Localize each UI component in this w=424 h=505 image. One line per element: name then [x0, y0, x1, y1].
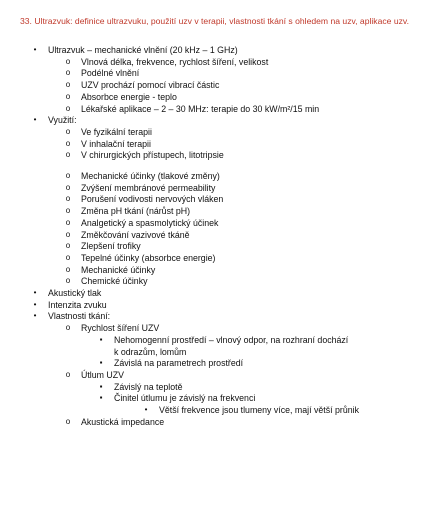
bullet-marker: o [65, 56, 71, 66]
outline-item-level-2: Porušení vodivosti nervových vláken [81, 194, 224, 205]
bullet-marker: o [65, 217, 71, 227]
bullet-marker: o [65, 103, 71, 113]
bullet-marker: o [65, 171, 71, 180]
bullet-marker: o [65, 138, 71, 148]
bullet-marker: • [144, 405, 148, 414]
bullet-marker: o [65, 68, 71, 78]
outline-item-level-2: Mechanické účinky [81, 264, 156, 275]
bullet-marker: • [33, 45, 37, 54]
outline-item-level-3: Závislá na parametrech prostředí [114, 358, 244, 369]
outline-item-level-1: Vlastnosti tkání: [48, 311, 111, 322]
outline-item-level-3: Nehomogenní prostředí – vlnový odpor, na rozhraní dochází [114, 334, 349, 345]
outline-item-level-2: Vlnová délka, frekvence, rychlost šíření, velikost [81, 56, 269, 67]
outline-item-level-1: Intenzita zvuku [48, 299, 107, 310]
outline-item-level-3: Činitel útlumu je závislý na frekvenci [114, 393, 256, 404]
outline-item-level-2: Absorbce energie - teplo [81, 91, 177, 102]
bullet-marker: • [33, 115, 37, 125]
outline-item-level-2: Ve fyzikální terapii [81, 126, 152, 137]
outline-item-level-2: Rychlost šíření UZV [81, 323, 160, 334]
outline-item-level-4: Větší frekvence jsou tlumeny více, mají větší průnik [159, 405, 359, 415]
outline-item-level-2: Zvýšení membránové permeability [81, 182, 216, 193]
outline-item-level-3: Závislý na teplotě [114, 381, 183, 392]
bullet-marker: o [65, 150, 71, 160]
bullet-marker: o [65, 126, 71, 136]
outline-item-level-2: Zlepšení trofiky [81, 241, 141, 252]
bullet-marker: ▪ [99, 358, 103, 368]
outline-item-level-2: Tepelné účinky (absorbce energie) [81, 252, 216, 263]
outline-item-level-2: Chemické účinky [81, 276, 148, 287]
bullet-marker: o [65, 323, 71, 333]
bullet-marker: o [65, 252, 71, 262]
bullet-marker: ▪ [99, 381, 103, 391]
bullet-marker: o [65, 194, 71, 204]
outline-item-level-2: Lékařské aplikace – 2 – 30 MHz: terapie do 30 kW/m²/15 min [81, 103, 320, 114]
bullet-marker: o [65, 91, 71, 101]
outline-item-level-2: Změna pH tkání (nárůst pH) [81, 206, 191, 217]
bullet-marker: o [65, 241, 71, 251]
outline-item-level-1: Využití: [48, 115, 77, 126]
outline-item-level-2: V chirurgických přístupech, litotripsie [81, 150, 224, 161]
outline-item-level-1: Ultrazvuk – mechanické vlnění (20 kHz – 1 GHz) [48, 45, 238, 55]
outline-item-level-3: k odrazům, lomům [114, 346, 187, 357]
bullet-marker: • [33, 311, 37, 321]
bullet-marker: ▪ [99, 393, 103, 403]
outline-item-level-2: Mechanické účinky (tlakové změny) [81, 171, 220, 181]
bullet-marker: • [33, 299, 37, 309]
bullet-marker: o [65, 206, 71, 216]
bullet-marker: ▪ [99, 334, 103, 344]
bullet-marker: o [65, 416, 71, 426]
bullet-marker: o [65, 276, 71, 286]
outline-item-level-1: Akustický tlak [48, 288, 102, 298]
outline-item-level-2: Analgetický a spasmolytický účinek [81, 217, 219, 228]
outline-item-level-2: Podélné vlnění [81, 68, 140, 79]
bullet-marker: o [65, 264, 71, 274]
bullet-marker: • [33, 288, 37, 297]
outline-item-level-2: UZV prochází pomocí vibrací částic [81, 80, 220, 91]
bullet-marker: o [65, 369, 71, 379]
bullet-marker: o [65, 80, 71, 90]
outline-item-level-2: V inhalační terapii [81, 138, 151, 149]
outline-item-level-2: Akustická impedance [81, 416, 165, 427]
bullet-marker: o [65, 182, 71, 192]
outline-item-level-2: Útlum UZV [81, 369, 125, 380]
outline-item-level-2: Změkčování vazivové tkáně [81, 229, 190, 240]
bullet-marker: o [65, 229, 71, 239]
document-heading: 33. Ultrazvuk: definice ultrazvuku, použití uzv v terapii, vlastnosti tkání s ohledem na uzv, aplikace uzv. [20, 16, 409, 26]
